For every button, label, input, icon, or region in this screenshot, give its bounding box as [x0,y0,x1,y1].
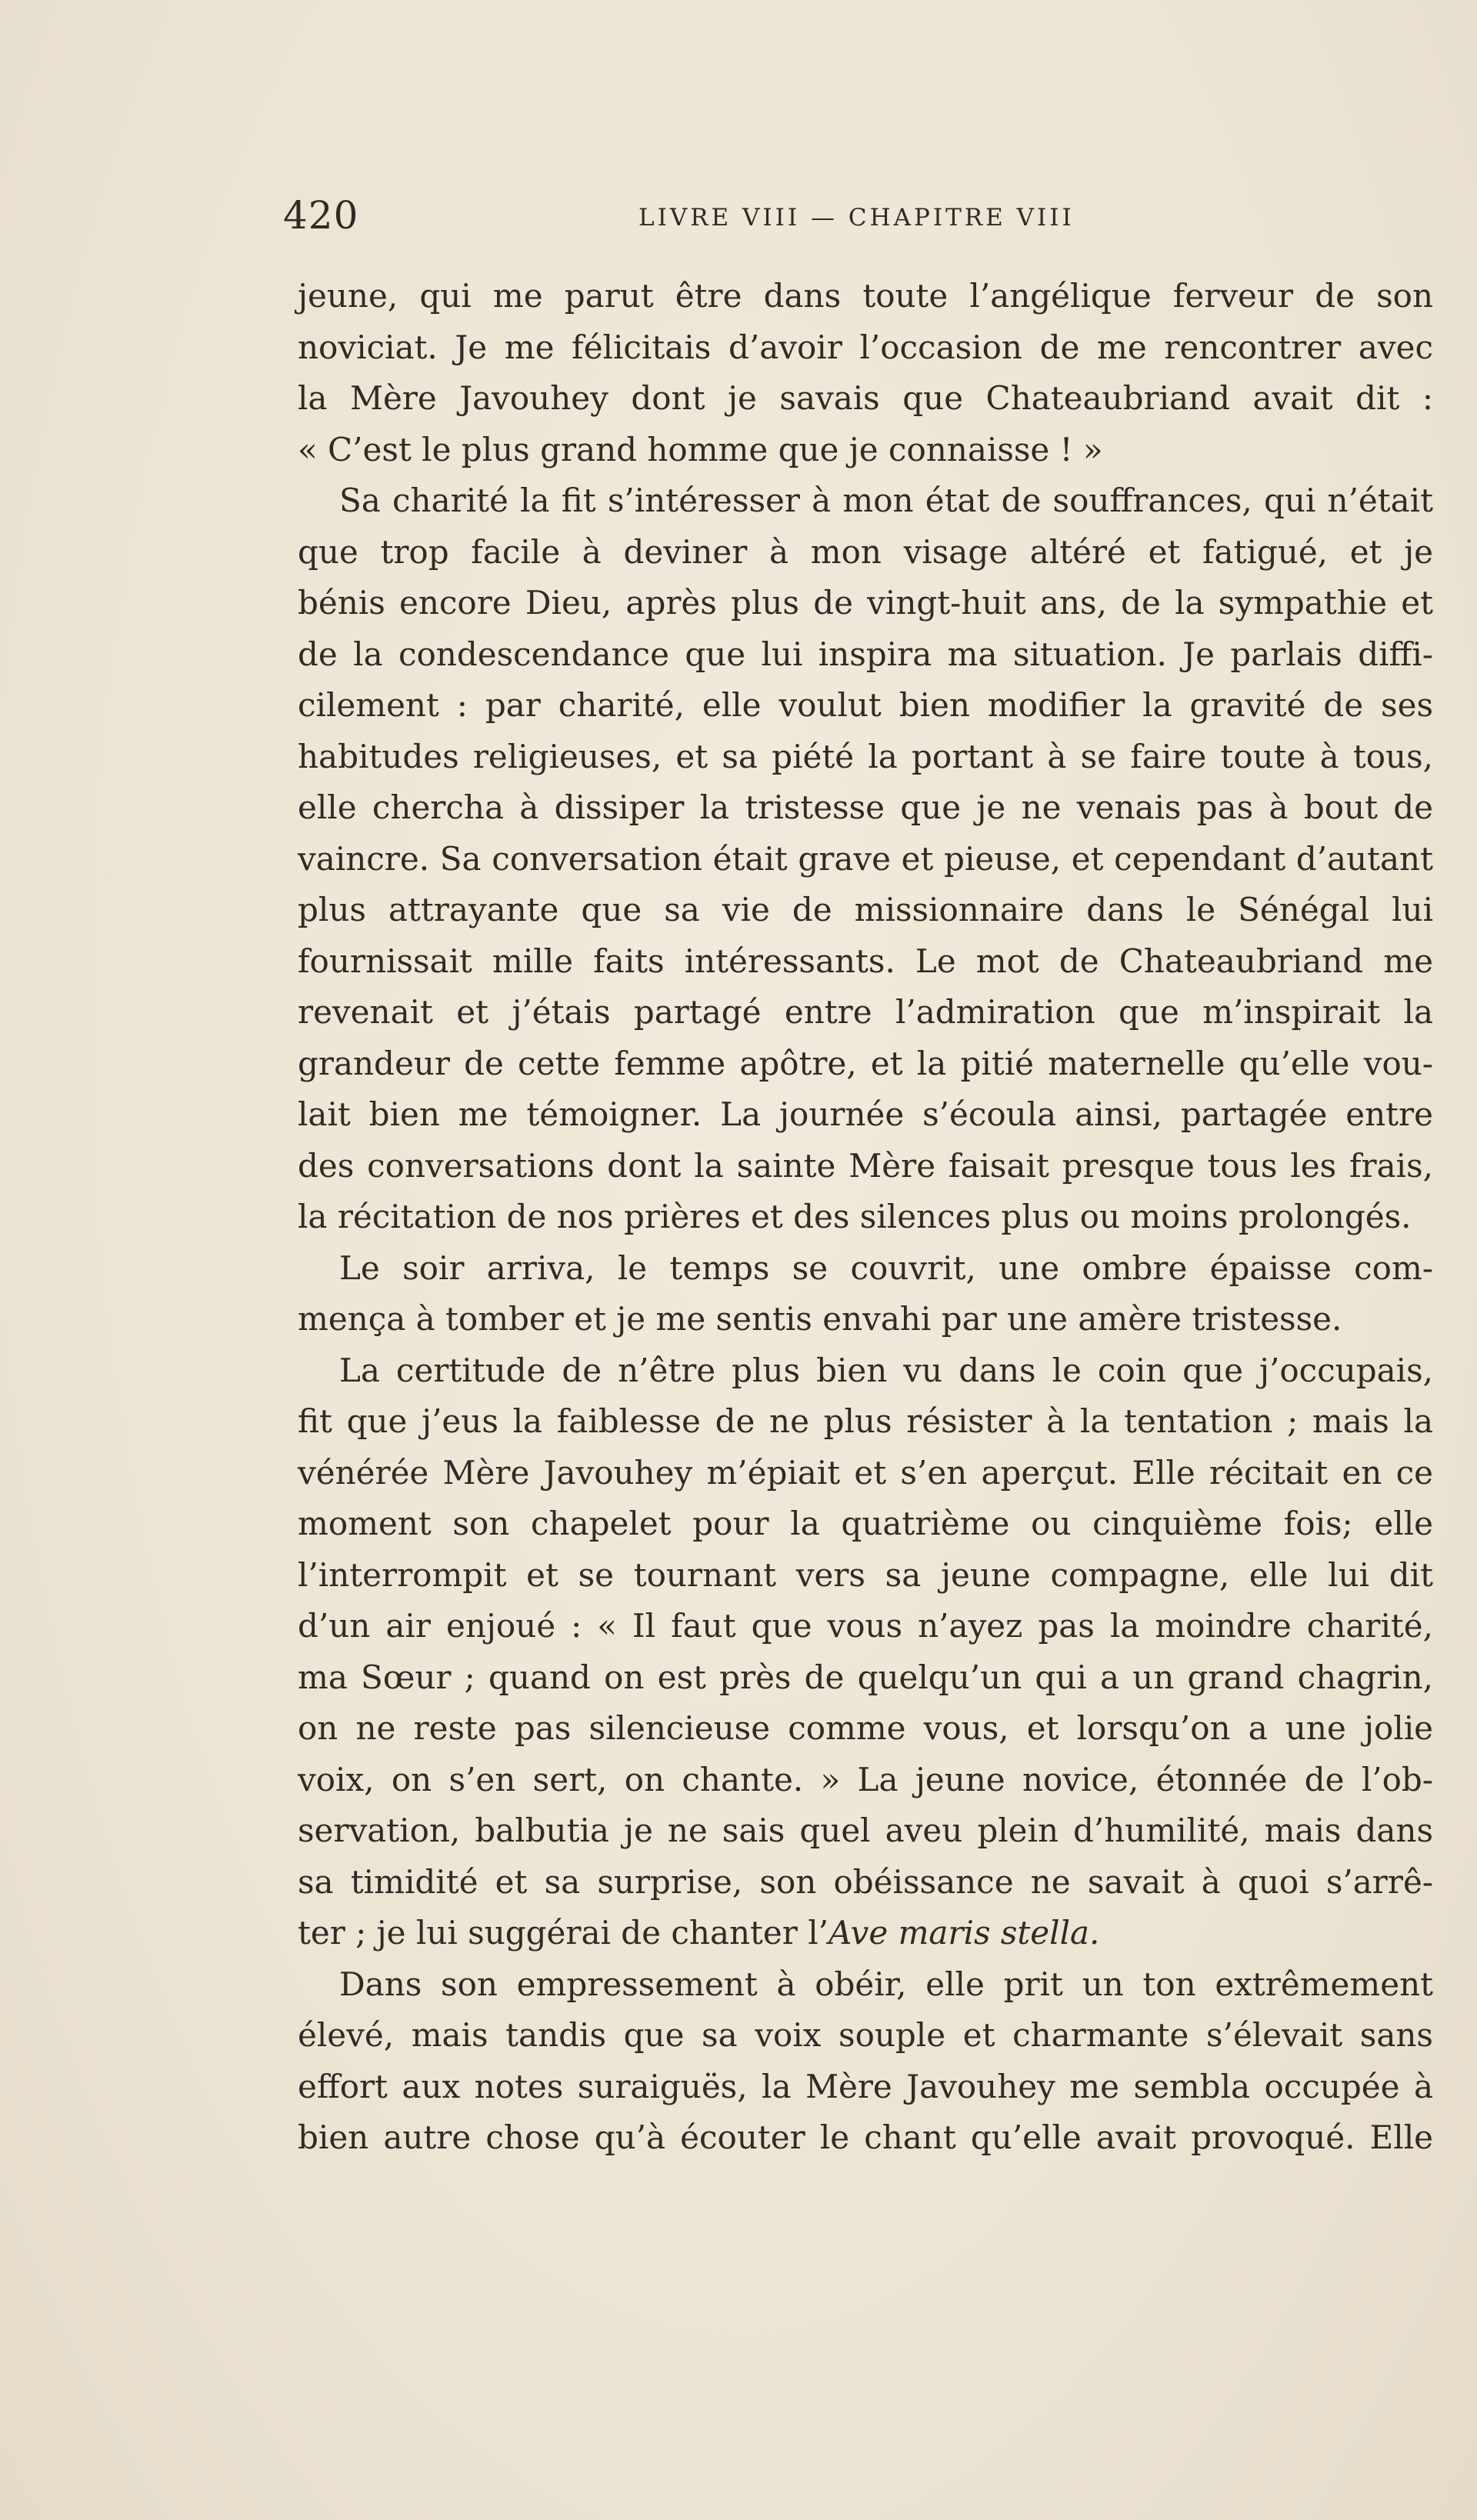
text-line: grandeur de cette femme apôtre, et la pitié maternelle qu’elle vou- [298,1044,1433,1082]
text-line: d’un air enjoué : « Il faut que vous n’ayez pas la moindre charité, [298,1607,1433,1645]
text-line: ma Sœur ; quand on est près de quelqu’un qui a un grand chagrin, [298,1658,1433,1696]
text-line: on ne reste pas silencieuse comme vous, et lorsqu’on a une jolie [298,1709,1433,1747]
running-head: LIVRE VIII — CHAPITRE VIII [638,204,1075,232]
text-line: bénis encore Dieu, après plus de vingt-huit ans, de la sympathie et [298,584,1433,622]
text-line: moment son chapelet pour la quatrième ou cinquième fois; elle [298,1505,1433,1542]
text-line: fit que j’eus la faiblesse de ne plus résister à la tentation ; mais la [298,1402,1433,1440]
text-line: voix, on s’en sert, on chante. » La jeune novice, étonnée de l’ob- [298,1760,1433,1798]
text-line: elle chercha à dissiper la tristesse que je ne venais pas à bout de [298,788,1433,826]
text-line: bien autre chose qu’à écouter le chant qu’elle avait provoqué. Elle [298,2118,1433,2156]
text-line: Dans son empressement à obéir, elle prit un ton extrêmement [339,1965,1433,2003]
text-line: sa timidité et sa surprise, son obéissance ne savait à quoi s’arrê- [298,1862,1433,1901]
body-text [298,271,1433,2164]
text-line: Sa charité la fit s’intéresser à mon état de souffrances, qui n’était [339,482,1433,519]
text-line: la Mère Javouhey dont je savais que Chateaubriand avait dit : [298,379,1433,417]
text-line: noviciat. Je me félicitais d’avoir l’occasion de me rencontrer avec [298,328,1433,366]
text-line: Le soir arriva, le temps se couvrit, une ombre épaisse com- [339,1248,1433,1287]
text-line: des conversations dont la sainte Mère faisait presque tous les frais, [298,1146,1433,1185]
text-line: revenait et j’étais partagé entre l’admiration que m’inspirait la [298,993,1433,1031]
text-line: vénérée Mère Javouhey m’épiait et s’en aperçut. Elle récitait en ce [298,1453,1433,1492]
text-line: cilement : par charité, elle voulut bien modifier la gravité de ses [298,686,1433,724]
text-line: lait bien me témoigner. La journée s’écoula ainsi, partagée entre [298,1095,1433,1133]
text-line-prefix: ter ; je lui suggérai de chanter l’ [298,1914,829,1952]
text-line: de la condescendance que lui inspira ma situation. Je parlais diffi- [298,635,1433,673]
italic-title: Ave maris stella. [829,1914,1100,1952]
page-number: 420 [283,193,359,238]
text-line: mença à tomber et je me sentis envahi par une amère tristesse. [298,1300,1342,1338]
text-line: habitudes religieuses, et sa piété la portant à se faire toute à tous, [298,737,1433,775]
text-line: l’interrompit et se tournant vers sa jeune compagne, elle lui dit [298,1555,1433,1594]
page-header [0,191,1477,245]
text-line: fournissait mille faits intéressants. Le mot de Chateaubriand me [298,942,1433,980]
text-line: jeune, qui me parut être dans toute l’angélique ferveur de son [298,277,1433,315]
text-line: que trop facile à deviner à mon visage altéré et fatigué, et je [298,532,1433,571]
text-line: élevé, mais tandis que sa voix souple et charmante s’élevait sans [298,2016,1433,2054]
text-line: « C’est le plus grand homme que je connaisse ! » [298,430,1103,468]
text-line [298,1908,1433,1959]
text-line: la récitation de nos prières et des silences plus ou moins prolongés. [298,1198,1412,1235]
text-line: effort aux notes suraiguës, la Mère Javouhey me sembla occupée à [298,2067,1433,2105]
text-line: plus attrayante que sa vie de missionnaire dans le Sénégal lui [298,891,1433,928]
text-line: servation, balbutia je ne sais quel aveu plein d’humilité, mais dans [298,1812,1433,1849]
text-line: vaincre. Sa conversation était grave et pieuse, et cependant d’autant [298,839,1433,878]
text-line: La certitude de n’être plus bien vu dans le coin que j’occupais, [339,1351,1433,1389]
